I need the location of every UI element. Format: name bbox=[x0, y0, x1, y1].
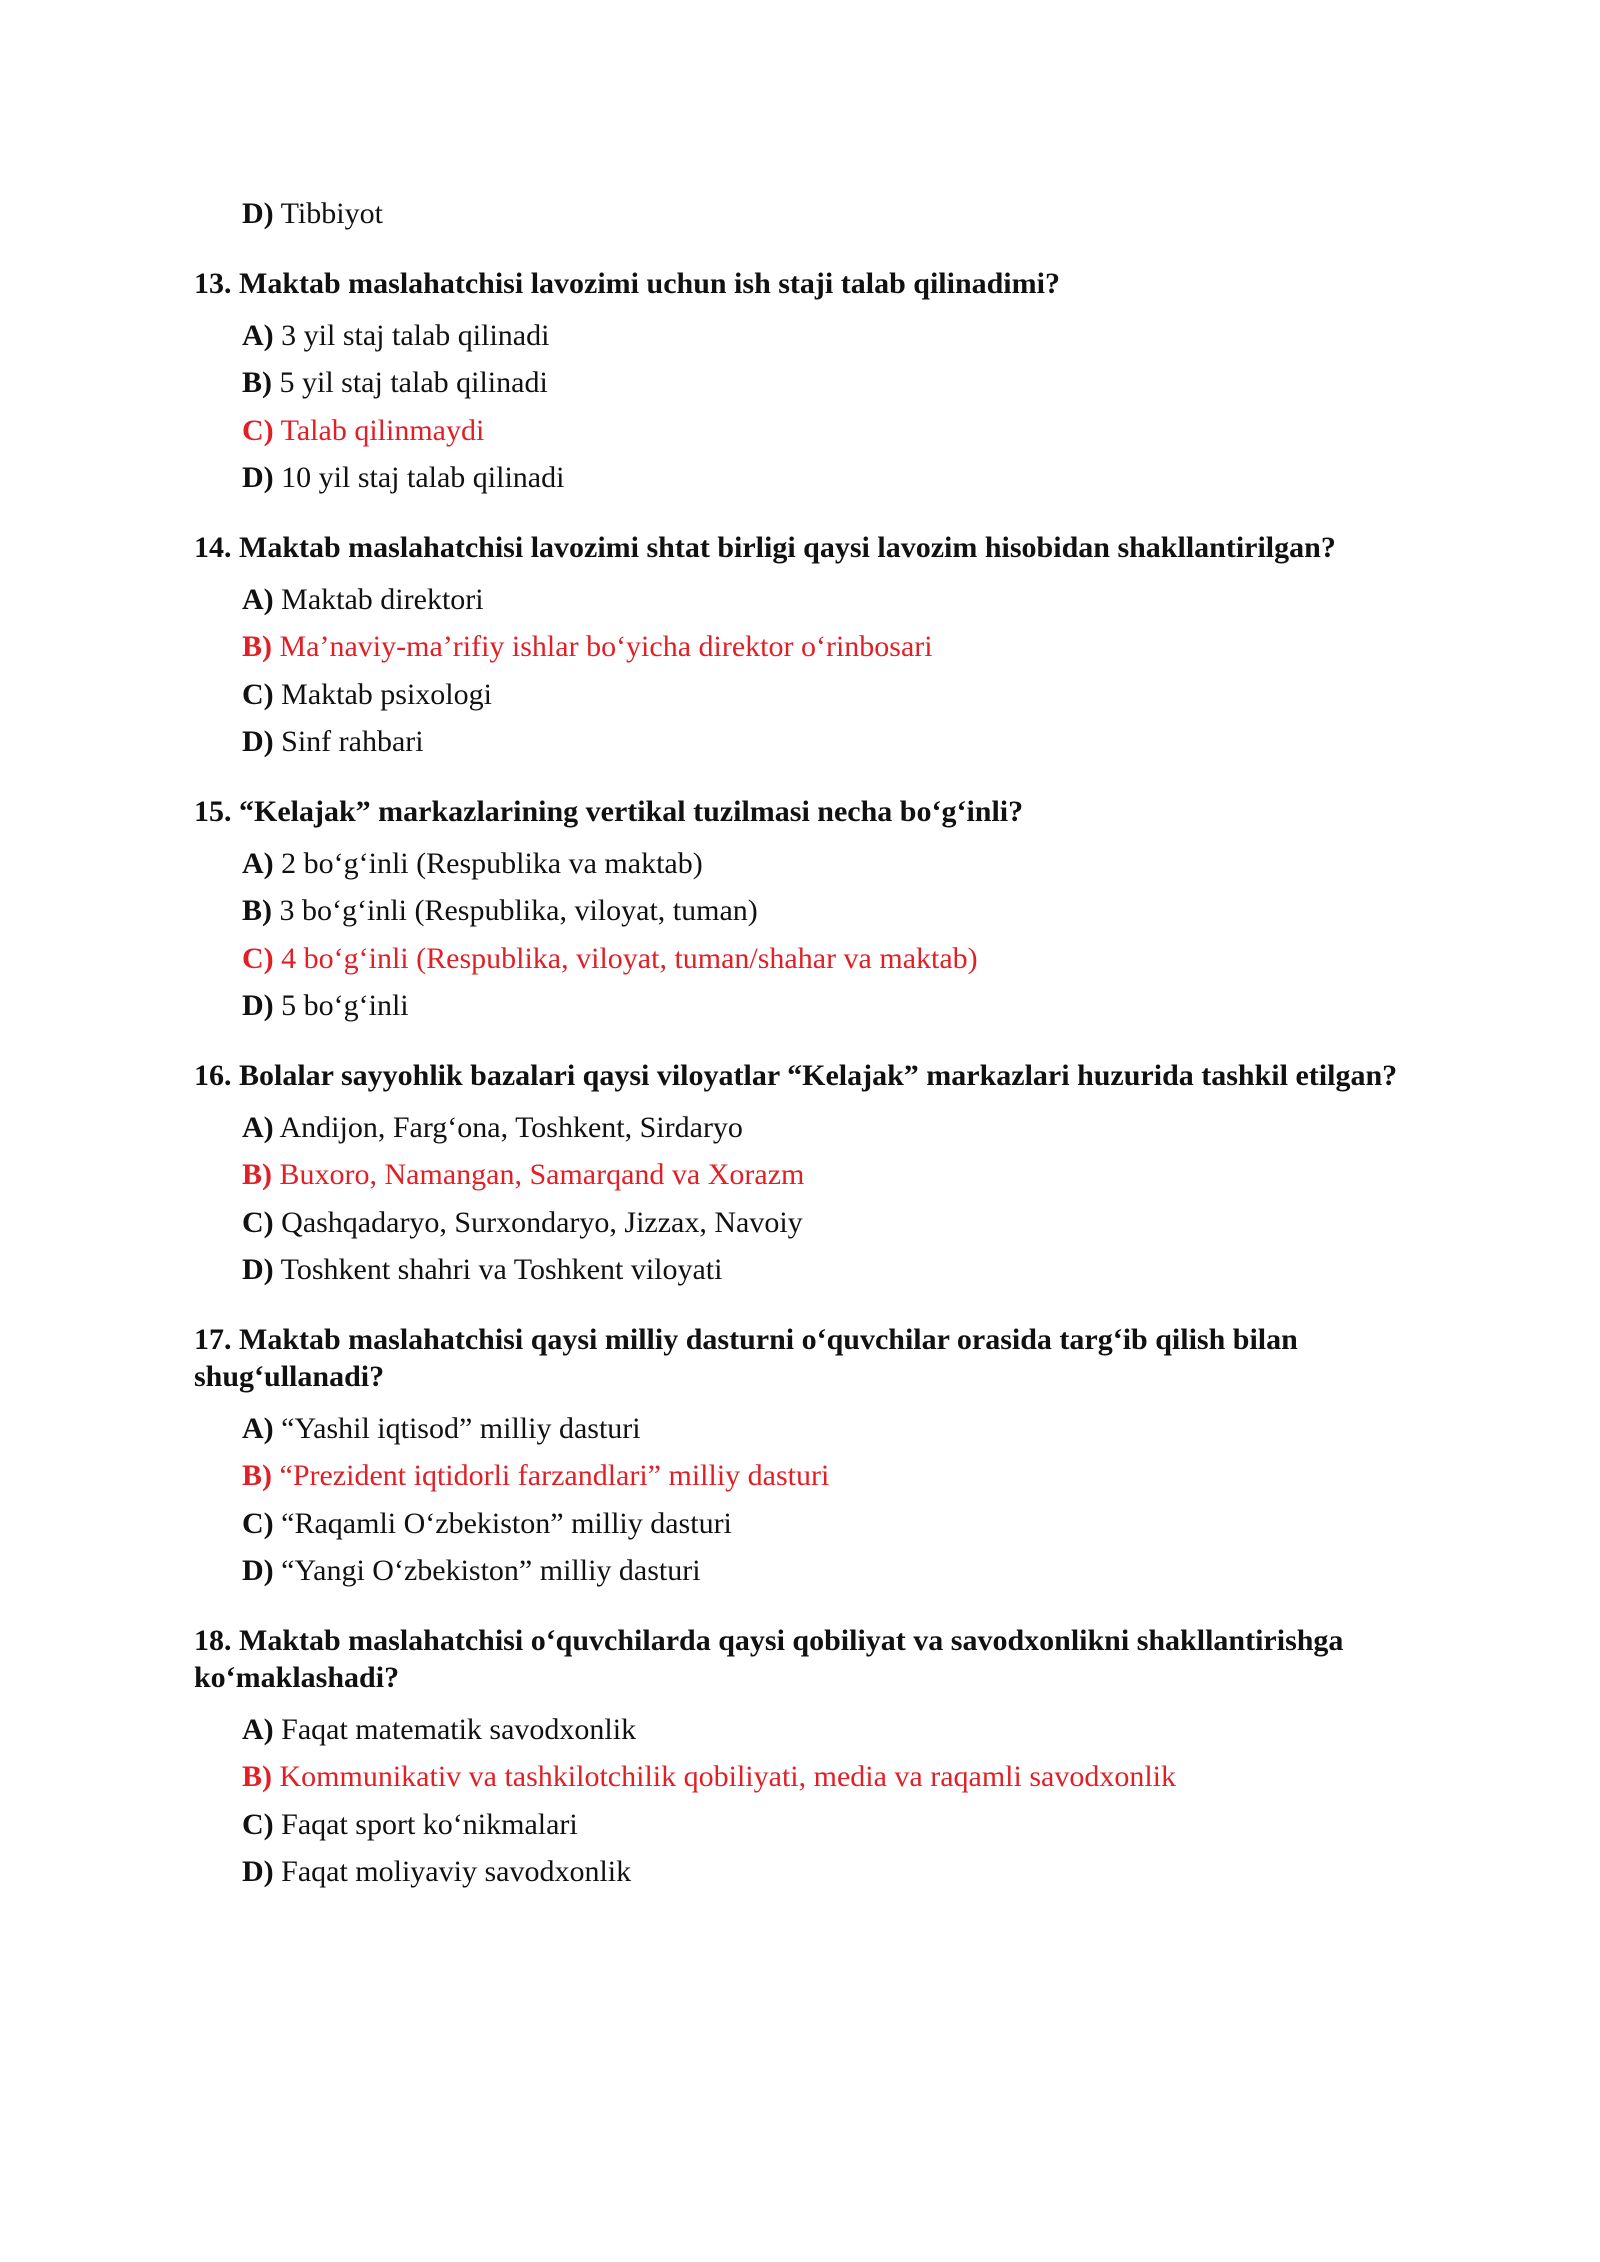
option-text: 3 bo‘g‘inli (Respublika, viloyat, tuman) bbox=[279, 894, 758, 927]
option-letter: B) bbox=[242, 894, 272, 927]
option-text: 2 bo‘g‘inli (Respublika va maktab) bbox=[281, 846, 703, 880]
option-text: Maktab direktori bbox=[281, 582, 484, 616]
option-c bbox=[242, 1199, 1444, 1247]
option-letter: C) bbox=[242, 677, 274, 711]
option-letter: B) bbox=[242, 366, 272, 399]
option-d bbox=[242, 1246, 1444, 1294]
option-letter: A) bbox=[242, 1110, 274, 1144]
question-title bbox=[194, 1622, 1444, 1696]
option-list bbox=[194, 840, 1444, 1030]
question-number: 16. bbox=[194, 1058, 232, 1092]
option-list bbox=[194, 1405, 1444, 1595]
option-letter: A) bbox=[242, 318, 274, 352]
option-a bbox=[242, 576, 1444, 624]
option-list bbox=[194, 576, 1444, 766]
option-text: Kommunikativ va tashkilotchilik qobiliyati, media va raqamli savodxonlik bbox=[279, 1760, 1177, 1793]
option-text: 5 yil staj talab qilinadi bbox=[279, 366, 548, 399]
option-b-correct bbox=[242, 1452, 1444, 1500]
option-text: “Yashil iqtisod” milliy dasturi bbox=[281, 1411, 641, 1445]
option-list bbox=[194, 1104, 1444, 1294]
option-d bbox=[242, 1848, 1444, 1896]
option-letter: D) bbox=[242, 1855, 274, 1888]
option-letter: D) bbox=[242, 461, 274, 494]
option-b-correct bbox=[242, 1151, 1444, 1199]
question-number: 14. bbox=[194, 530, 232, 564]
option-letter: C) bbox=[242, 1205, 274, 1239]
option-letter: B) bbox=[242, 1158, 272, 1191]
question-number: 17. bbox=[194, 1322, 232, 1356]
option-text: Faqat moliyaviy savodxonlik bbox=[281, 1855, 632, 1888]
question-number: 13. bbox=[194, 266, 232, 300]
option-letter: A) bbox=[242, 1411, 274, 1445]
question-text: Maktab maslahatchisi lavozimi uchun ish staji talab qilinadimi? bbox=[239, 266, 1060, 300]
option-c-correct bbox=[242, 935, 1444, 983]
option-b-correct bbox=[242, 623, 1444, 671]
option-letter: B) bbox=[242, 1459, 272, 1492]
question-number: 15. bbox=[194, 794, 232, 828]
option-c bbox=[242, 1801, 1444, 1849]
option-letter: C) bbox=[242, 1506, 274, 1540]
option-list bbox=[194, 312, 1444, 502]
option-letter: D) bbox=[242, 725, 274, 758]
option-text: “Raqamli O‘zbekiston” milliy dasturi bbox=[281, 1506, 732, 1540]
option-text: Faqat sport ko‘nikmalari bbox=[281, 1807, 578, 1841]
question-title bbox=[194, 265, 1444, 302]
option-letter: D) bbox=[242, 197, 274, 230]
option-a bbox=[242, 312, 1444, 360]
option-d bbox=[242, 718, 1444, 766]
option-c bbox=[242, 1500, 1444, 1548]
option-b bbox=[242, 359, 1444, 407]
option-text: Andijon, Farg‘ona, Toshkent, Sirdaryo bbox=[279, 1110, 743, 1144]
option-text: Tibbiyot bbox=[280, 197, 383, 230]
option-text: Sinf rahbari bbox=[281, 725, 424, 758]
option-text: Ma’naviy-ma’rifiy ishlar bo‘yicha direktor o‘rinbosari bbox=[279, 630, 933, 663]
carryover-option-d bbox=[194, 190, 1444, 238]
question-16 bbox=[194, 1057, 1444, 1294]
option-b-correct bbox=[242, 1753, 1444, 1801]
option-c-correct bbox=[242, 407, 1444, 455]
option-a bbox=[242, 1405, 1444, 1453]
option-letter: D) bbox=[242, 1554, 274, 1587]
question-text: Maktab maslahatchisi lavozimi shtat birligi qaysi lavozim hisobidan shakllantirilgan? bbox=[239, 530, 1336, 564]
option-letter: B) bbox=[242, 1760, 272, 1793]
option-c bbox=[242, 671, 1444, 719]
question-text: Maktab maslahatchisi qaysi milliy dasturni o‘quvchilar orasida targ‘ib qilish bilan shug‘ullanadi? bbox=[194, 1322, 1298, 1393]
question-14 bbox=[194, 529, 1444, 766]
option-d bbox=[242, 1547, 1444, 1595]
option-letter: C) bbox=[242, 413, 274, 447]
option-b bbox=[242, 887, 1444, 935]
option-letter: A) bbox=[242, 582, 274, 616]
option-a bbox=[242, 840, 1444, 888]
question-number: 18. bbox=[194, 1623, 232, 1657]
question-text: “Kelajak” markazlarining vertikal tuzilmasi necha bo‘g‘inli? bbox=[239, 794, 1024, 828]
option-text: 5 bo‘g‘inli bbox=[281, 989, 409, 1022]
option-letter: C) bbox=[242, 1807, 274, 1841]
option-letter: C) bbox=[242, 941, 274, 975]
question-17 bbox=[194, 1321, 1444, 1595]
option-text: “Prezident iqtidorli farzandlari” milliy dasturi bbox=[279, 1459, 830, 1492]
option-text: 3 yil staj talab qilinadi bbox=[281, 318, 550, 352]
option-letter: D) bbox=[242, 989, 274, 1022]
option-text: 4 bo‘g‘inli (Respublika, viloyat, tuman/shahar va maktab) bbox=[281, 941, 978, 975]
option-d bbox=[242, 454, 1444, 502]
option-text: Toshkent shahri va Toshkent viloyati bbox=[280, 1253, 723, 1286]
question-title bbox=[194, 793, 1444, 830]
question-18 bbox=[194, 1622, 1444, 1896]
option-text: Buxoro, Namangan, Samarqand va Xorazm bbox=[279, 1158, 805, 1191]
question-title bbox=[194, 1057, 1444, 1094]
question-text: Bolalar sayyohlik bazalari qaysi viloyatlar “Kelajak” markazlari huzurida tashkil etilgan? bbox=[239, 1058, 1398, 1092]
option-text: “Yangi O‘zbekiston” milliy dasturi bbox=[281, 1554, 701, 1587]
option-letter: A) bbox=[242, 1712, 274, 1746]
option-text: Talab qilinmaydi bbox=[280, 413, 485, 447]
quiz-content bbox=[194, 190, 1444, 1896]
question-title bbox=[194, 529, 1444, 566]
option-list bbox=[194, 1706, 1444, 1896]
option-text: Faqat matematik savodxonlik bbox=[281, 1712, 637, 1746]
option-letter: B) bbox=[242, 630, 272, 663]
question-text: Maktab maslahatchisi o‘quvchilarda qaysi qobiliyat va savodxonlikni shakllantirishga ko‘maklashadi? bbox=[194, 1623, 1344, 1694]
option-letter: D) bbox=[242, 1253, 274, 1286]
option-d bbox=[242, 982, 1444, 1030]
option-text: Qashqadaryo, Surxondaryo, Jizzax, Navoiy bbox=[281, 1205, 803, 1239]
question-13 bbox=[194, 265, 1444, 502]
option-text: 10 yil staj talab qilinadi bbox=[281, 461, 565, 494]
option-letter: A) bbox=[242, 846, 274, 880]
option-text: Maktab psixologi bbox=[281, 677, 492, 711]
question-title bbox=[194, 1321, 1444, 1395]
option-a bbox=[242, 1104, 1444, 1152]
question-15 bbox=[194, 793, 1444, 1030]
option-a bbox=[242, 1706, 1444, 1754]
